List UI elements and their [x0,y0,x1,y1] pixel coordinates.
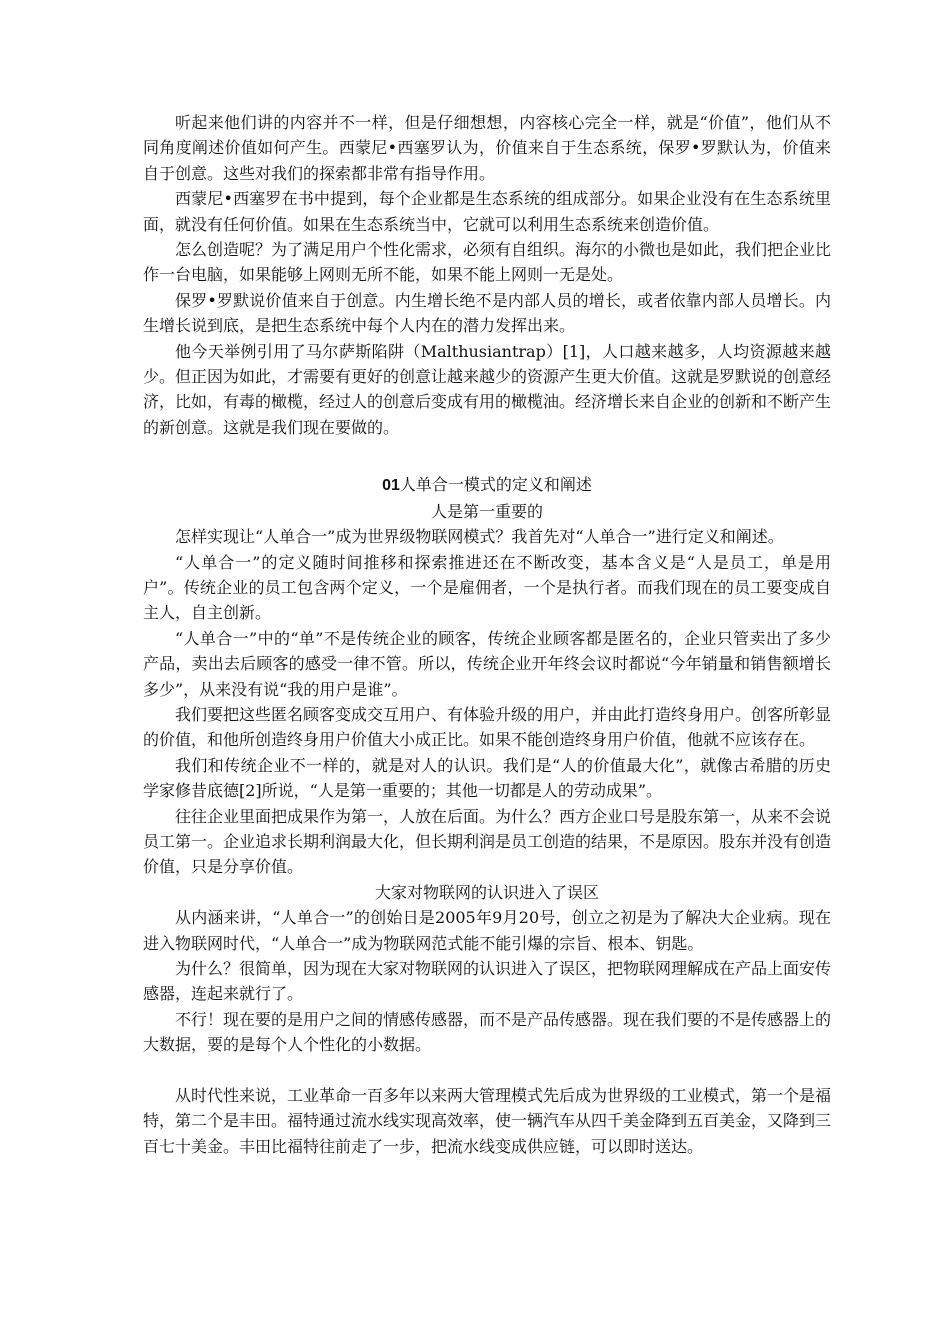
section-number: 01 [382,477,400,495]
paragraph: 怎样实现让“人单合一”成为世界级物联网模式？我首先对“人单合一”进行定义和阐述。 [175,527,784,547]
paragraph: 他今天举例引用了马尔萨斯陷阱（Malthusiantrap）[1]，人口越来越多，人均资源越来越少。但正因为如此，才需要有更好的创意让越来越少的资源产生更大价值。这就是罗默说的创意经济，比如，有毒的橄榄，经过人的创意后变成有用的橄榄油。经济增长来自企业的创新和不断产生的新创意。这就是我们现在要做的。 [143,341,832,437]
paragraph: 为什么？很简单，因为现在大家对物联网的认识进入了误区，把物联网理解成在产品上面安传感器，连起来就行了。 [143,959,832,1004]
paragraph: 我们要把这些匿名顾客变成交互用户、有体验升级的用户，并由此打造终身用户。创客所彰显的价值，和他所创造终身用户价值大小成正比。如果不能创造终身用户价值，他就不应该存在。 [143,704,832,750]
paragraph: 往往企业里面把成果作为第一，人放在后面。为什么？西方企业口号是股东第一，从来不会说员工第一。企业追求长期利润最大化，但长期利润是员工创造的结果，不是原因。股东并没有创造价值，只是分享价值。 [143,806,832,877]
subheading: 大家对物联网的认识进入了误区 [374,882,599,902]
paragraph: 从内涵来讲，“人单合一”的创始日是2005年9月20号，创立之初是为了解决大企业病。现在进入物联网时代，“人单合一”成为物联网范式能不能引爆的宗旨、根本、钥匙。 [143,908,831,953]
paragraph: 西蒙尼•西塞罗在书中提到，每个企业都是生态系统的组成部分。如果企业没有在生态系统里面，就没有任何价值。如果在生态系统当中，它就可以利用生态系统来创造价值。 [143,189,831,234]
blank-line [143,1058,831,1083]
paragraph: 保罗•罗默说价值来自于创意。内生增长绝不是内部人员的增长，或者依靠内部人员增长。内生增长说到底，是把生态系统中每个人内在的潜力发挥出来。 [143,290,831,336]
paragraph: 怎么创造呢？为了满足用户个性化需求，必须有自组织。海尔的小微也是如此，我们把企业比作一台电脑，如果能够上网则无所不能，如果不能上网则一无是处。 [143,240,832,285]
section-title: 人单合一模式的定义和阐述 [399,475,592,495]
document-page [143,110,831,1159]
paragraph: “人单合一”的定义随时间推移和探索推进还在不断改变，基本含义是“人是员工，单是用户”。传统企业的员工包含两个定义，一个是雇佣者，一个是执行者。而我们现在的员工要变成自主人，自主创新。 [143,552,831,623]
paragraph: 从时代性来说，工业革命一百多年以来两大管理模式先后成为世界级的工业模式，第一个是福特，第二个是丰田。福特通过流水线实现高效率，使一辆汽车从四千美金降到五百美金，又降到三百七十美金。丰田比福特往前走了一步，把流水线变成供应链，可以即时送达。 [143,1086,832,1156]
subheading: 人是第一重要的 [430,501,543,521]
section-heading [143,472,831,498]
paragraph: 我们和传统企业不一样的，就是对人的认识。我们是“人的价值最大化”，就像古希腊的历史学家修昔底德[2]所说，“人是第一重要的；其他一切都是人的劳动成果”。 [143,755,831,801]
paragraph: “人单合一”中的“单”不是传统企业的顾客，传统企业顾客都是匿名的，企业只管卖出了多少产品，卖出去后顾客的感受一律不管。所以，传统企业开年终会议时都说“今年销量和销售额增长多少”，从来没有说“我的用户是谁”。 [143,628,831,699]
paragraph: 听起来他们讲的内容并不一样，但是仔细想想，内容核心完全一样，就是“价值”，他们从不同角度阐述价值如何产生。西蒙尼•西塞罗认为，价值来自于生态系统，保罗•罗默认为，价值来自于创意。这些对我们的探索都非常有指导作用。 [143,113,831,183]
paragraph: 不行！现在要的是用户之间的情感传感器，而不是产品传感器。现在我们要的不是传感器上的大数据，要的是每个人个性化的小数据。 [143,1009,832,1055]
